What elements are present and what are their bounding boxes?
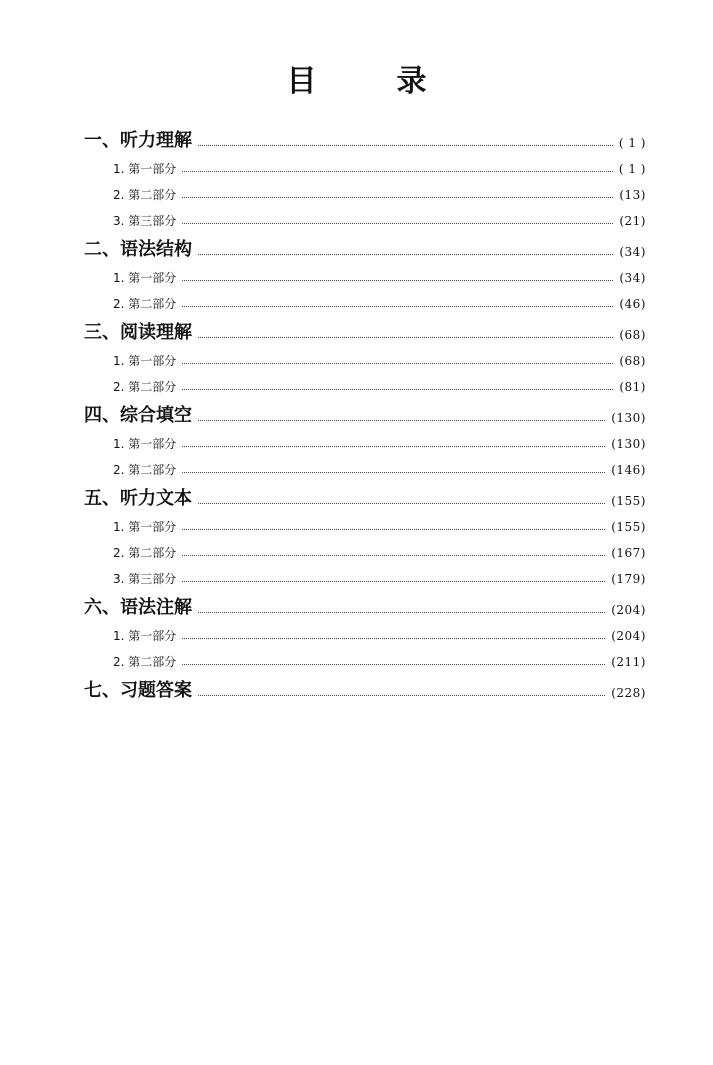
toc-page-number: (167) [611,546,646,560]
dot-leader [182,638,605,639]
toc-page-number: (228) [611,686,646,700]
toc-section-entry[interactable] [84,315,646,346]
toc-subsection-label: 3. 第三部分 [113,572,177,586]
toc-page-number: ( 1 ) [618,136,646,150]
dot-leader [182,581,605,582]
table-of-contents [84,123,646,704]
toc-subsection-label: 1. 第一部分 [113,162,177,176]
dot-leader [182,223,613,224]
dot-leader [182,529,605,530]
toc-page-number: (21) [619,214,646,228]
toc-subsection-label: 1. 第一部分 [113,520,177,534]
toc-page-number: (204) [611,603,646,617]
toc-page-number: (34) [619,271,646,285]
toc-subsection-label: 2. 第二部分 [113,297,177,311]
toc-subsection-entry[interactable] [84,180,646,206]
toc-page-number: (155) [611,494,646,508]
toc-subsection-entry[interactable] [84,647,646,673]
dot-leader [198,254,613,255]
dot-leader [198,337,613,338]
toc-subsection-entry[interactable] [84,538,646,564]
dot-leader [198,612,605,613]
toc-subsection-label: 2. 第二部分 [113,546,177,560]
toc-page-number: (68) [619,328,646,342]
toc-subsection-label: 1. 第一部分 [113,629,177,643]
toc-page-number: (146) [611,463,646,477]
title-char-2: 录 [396,64,427,99]
dot-leader [198,503,605,504]
toc-section-label: 三、阅读理解 [84,322,192,343]
toc-subsection-entry[interactable] [84,429,646,455]
dot-leader [182,171,613,172]
toc-subsection-label: 1. 第一部分 [113,354,177,368]
toc-page-number: (204) [611,629,646,643]
toc-page-number: (34) [619,245,646,259]
dot-leader [182,664,605,665]
toc-section-entry[interactable] [84,481,646,512]
dot-leader [198,145,613,146]
toc-page-number: (13) [619,188,646,202]
toc-subsection-entry[interactable] [84,455,646,481]
page-title [0,56,713,100]
toc-page-number: (81) [619,380,646,394]
toc-section-entry[interactable] [84,673,646,704]
toc-page-number: (179) [611,572,646,586]
dot-leader [198,420,605,421]
toc-page-number: (130) [611,437,646,451]
toc-section-entry[interactable] [84,123,646,154]
dot-leader [182,446,605,447]
toc-section-entry[interactable] [84,398,646,429]
dot-leader [182,197,613,198]
toc-subsection-label: 3. 第三部分 [113,214,177,228]
toc-subsection-entry[interactable] [84,206,646,232]
toc-subsection-entry[interactable] [84,154,646,180]
toc-subsection-label: 1. 第一部分 [113,437,177,451]
toc-subsection-label: 2. 第二部分 [113,655,177,669]
toc-section-label: 六、语法注解 [84,597,192,618]
toc-subsection-label: 2. 第二部分 [113,188,177,202]
toc-subsection-entry[interactable] [84,289,646,315]
toc-page-number: (68) [619,354,646,368]
dot-leader [182,280,613,281]
dot-leader [182,389,613,390]
toc-section-label: 七、习题答案 [84,680,192,701]
toc-section-label: 五、听力文本 [84,488,192,509]
toc-subsection-entry[interactable] [84,263,646,289]
toc-page-number: ( 1 ) [618,162,646,176]
toc-subsection-entry[interactable] [84,564,646,590]
toc-subsection-entry[interactable] [84,372,646,398]
toc-section-entry[interactable] [84,232,646,263]
toc-subsection-entry[interactable] [84,621,646,647]
toc-page-number: (130) [611,411,646,425]
toc-page-number: (46) [619,297,646,311]
toc-page-number: (155) [611,520,646,534]
dot-leader [182,555,605,556]
toc-section-entry[interactable] [84,590,646,621]
toc-section-label: 一、听力理解 [84,130,192,151]
dot-leader [182,363,613,364]
toc-subsection-label: 1. 第一部分 [113,271,177,285]
toc-section-label: 二、语法结构 [84,239,192,260]
dot-leader [182,472,605,473]
dot-leader [182,306,613,307]
toc-page-number: (211) [611,655,646,669]
toc-subsection-entry[interactable] [84,346,646,372]
toc-section-label: 四、综合填空 [84,405,192,426]
toc-subsection-label: 2. 第二部分 [113,380,177,394]
dot-leader [198,695,605,696]
title-char-1: 目 [286,64,317,99]
toc-subsection-label: 2. 第二部分 [113,463,177,477]
toc-subsection-entry[interactable] [84,512,646,538]
